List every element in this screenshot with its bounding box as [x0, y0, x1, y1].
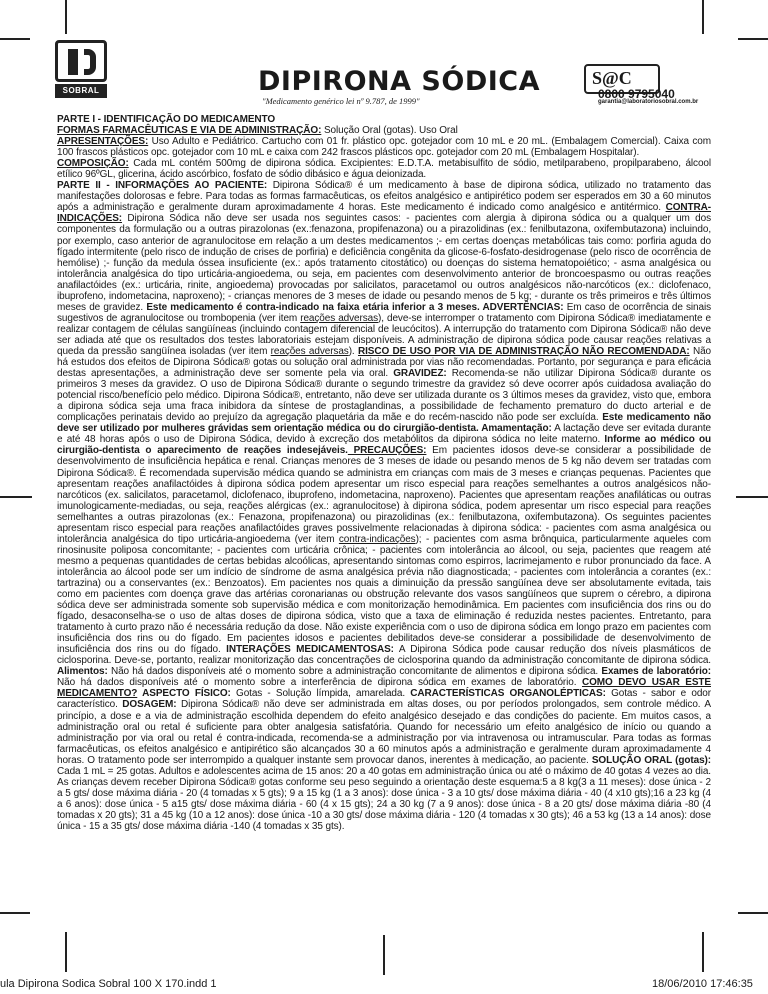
heading: ADVERTÊNCIAS: [479, 301, 564, 313]
heading: APRESENTAÇÕES: [57, 136, 149, 148]
product-title: DIPIRONA SÓDICA [258, 66, 540, 97]
heading: Alimentos: [57, 666, 108, 678]
crop-mark [702, 932, 704, 972]
section-composicao: COMPOSIÇÃO: Cada mL contém 500mg de dipirona sódica. Excipientes: E.D.T.A. metabisulfito de sódio, metilparabeno, propilparabeno, álcool etílico 96ºGL, glicerina, ácido ascórbico, fosfato de sódio dibásico e água deionizada. [57, 158, 711, 181]
crop-mark [702, 0, 704, 34]
sobral-logo [55, 40, 107, 100]
heading: Exames de laboratório: [601, 666, 711, 678]
heading: PRECAUÇÕES: [347, 445, 427, 457]
heading: ASPECTO FÍSICO: [137, 688, 231, 700]
heading: GRAVIDEZ: [393, 368, 447, 380]
print-slug-filename: ula Dipirona Sodica Sobral 100 X 170.indd 1 [0, 978, 217, 990]
sac-phone: 0800 9795040 [598, 87, 675, 101]
heading: CONTRA-INDICAÇÕES: [57, 202, 711, 225]
heading: CARACTERÍSTICAS ORGANOLÉPTICAS: [410, 688, 606, 700]
heading: COMPOSIÇÃO: [57, 158, 129, 170]
print-slug-timestamp: 18/06/2010 17:46:35 [652, 978, 753, 990]
sac-label: S@C [592, 68, 632, 88]
crop-mark [383, 935, 385, 975]
heading: INTERAÇÕES MEDICAMENTOSAS: [226, 644, 394, 656]
heading: PARTE II - INFORMAÇÕES AO PACIENTE: [57, 180, 268, 192]
generic-law-subtitle: "Medicamento genérico lei nº 9.787, de 1999" [262, 96, 420, 106]
crop-mark [65, 932, 67, 972]
heading: RISCO DE USO POR VIA DE ADMINISTRAÇÃO NÃO RECOMENDADA: [357, 345, 690, 357]
heading: FORMAS FARMACÊUTICAS E VIA DE ADMINISTRAÇÃO: [57, 125, 322, 137]
heading: DOSAGEM: [122, 699, 177, 711]
crop-mark [0, 912, 30, 914]
heading: PARTE I - IDENTIFICAÇÃO DO MEDICAMENTO [57, 114, 276, 125]
section-apresentacoes: APRESENTAÇÕES: Uso Adulto e Pediátrico. Cartucho com 01 fr. plástico opc. gotejador com 10 mL e 20 mL. (Embalagem Comercial). Caixa com 100 frascos plásticos opc. gotejador com 10 mL e caixa com 242 frascos plásticos opc. gotejador com 20 mL (Embalagem Hospitalar). [57, 136, 711, 159]
logo-text: SOBRAL [55, 84, 107, 98]
leaflet-body [57, 114, 711, 832]
crop-mark [0, 496, 32, 498]
crop-mark [738, 912, 768, 914]
section-part1 [57, 114, 711, 125]
crop-mark [736, 496, 768, 498]
crop-mark [0, 38, 30, 40]
sac-email: garantia@laboratoriosobral.com.br [598, 99, 699, 105]
heading: COMO DEVO USAR ESTE MEDICAMENTO? [57, 677, 711, 700]
section-formas: FORMAS FARMACÊUTICAS E VIA DE ADMINISTRAÇÃO: Solução Oral (gotas). Uso Oral [57, 125, 458, 137]
crop-mark [738, 38, 768, 40]
heading: SOLUÇÃO ORAL (gotas): [591, 754, 711, 766]
heading: Amamentação: [478, 423, 552, 435]
section-part2: PARTE II - INFORMAÇÕES AO PACIENTE: Dipirona Sódica® é um medicamento à base de dipirona sódica, utilizado no tratamento das manifestações dolorosas e febre. Para todas as formas farmacêuticas, os efeitos analgésico e antipirético podem ser esperados em 30 a 60 minutos após a administração e geralmente duram aproximadamente 4 horas. Este medicamento é indicado como analgésico e antitérmico. CONTRA-INDICAÇÕES: Dipirona Sódica não deve ser usada nos seguintes casos: - pacientes com alergia à dipirona sódica ou a qualquer um dos componentes da formulação ou a outras pirazolonas (ex.:fenazona, propifenazona) ou a pirazolidinas (ex.: fenilbutazona, oxifembutazona) incluindo, por exemplo, caso anterior de agranulocitose em relação a um destes medicamentos ;- em certas doenças metabólicas tais como: porfiria aguda do fígado intermitente (pelo risco de indução de crises de porfiria) e deficiência congênita da glicose-6-fosfato-desidrogenase (pelo risco de ocorrência de hemólise) ;- função da medula óssea insuficiente (ex.: após tratamento citostático) ou doenças do sistema hematopoiético; - asma analgésica ou intolerância analgésica do tipo urticária-angioedema, ou seja, em pacientes com desenvolvimento anterior de broncoespasmo ou outras reações anafilactóides (ex.: urticária, rinite, angioedema) provocadas por salicilatos, paracetamol ou outros analgésicos não-narcóticos (ex.: diclofenaco, ibuprofeno, indometacina, naproxeno); - crianças menores de 3 meses de idade ou pesando menos de 5 kg; - durante os três primeiros e três últimos meses de gravidez. Este medicamento é contra-indicado na faixa etária inferior a 3 meses. ADVERTÊNCIAS: Em caso de ocorrência de sinais sugestivos de agranulocitose ou trombopenia (ver item reações adversas), deve-se interromper o tratamento com Dipirona Sódica® imediatamente e realizar contagem de células sangüíneas (incluindo contagem diferencial de leucócitos). A interrupção do tratamento com Dipirona Sódica® não deve ser adiada até que os resultados dos testes laboratoriais estejam disponíveis. A administração de dipirona sódica pode causar reações relativas a queda da pressão sangüínea isoladas (ver item reações adversas). RISCO DE USO POR VIA DE ADMINISTRAÇÃO NÃO RECOMENDADA: Não há estudos dos efeitos de Dipirona Sódica® gotas ou solução oral administrada por vias não recomendadas. Portanto, por segurança e para eficácia destas apresentações, a administração deve ser somente pela via oral. GRAVIDEZ: Recomenda-se não utilizar Dipirona Sódica® durante os primeiros 3 meses da gravidez. O uso de Dipirona Sódica® durante o segundo trimestre da gravidez só deve ocorrer após cuidadosa avaliação do potencial risco/benefício pelo médico. Dipirona Sódica®, entretanto, não deve ser utilizada durante os 3 últimos meses da gravidez, visto que, embora a dipirona sódica seja uma fraca inibidora da síntese de prostaglandinas, a possibilidade de fechamento prematuro do ducto arterial e de complicações perinatais devido ao prejuízo da agregação plaquetária da mãe e do recém-nascido não pode ser excluída. Este medicamento não deve ser utilizado por mulheres grávidas sem orientação médica ou do cirurgião-dentista. Amamentação: A lactação deve ser evitada durante e até 48 horas após o uso de Dipirona Sódica, devido à excreção dos metabólitos da dipirona sódica no leite materno. Informe ao médico ou cirurgião-dentista o aparecimento de reações indesejáveis. PRECAUÇÕES: Em pacientes idosos deve-se considerar a possibilidade de desenvolvimento de insuficiência hepática e renal. Crianças menores de 3 meses de idade ou pesando menos de 5 kg não devem ser tratadas com Dipirona Sódica®. É recomendada supervisão médica quando se administra em crianças com mais de 3 meses e crianças pequenas. Pacientes que apresentam reações anafilactóides à dipirona sódica podem apresentar um risco especial para reações semelhantes a outros analgésicos não-narcóticos (ex. salicilatos, paracetamol, diclofenaco, ibuprofeno, indometacina, naproxeno). Pacientes que apresentam reações anafiláticas ou outras imunologicamente-mediadas, ou seja, reações alérgicas (ex.: agranulocitose) à dipirona sódica, podem apresentar um risco especial para reações semelhantes a outras pirazolonas (ex.: Fenazona, propifenazona) ou pirazolidinas (ex.: fenilbutazona, oxifembutazona). Os seguintes pacientes apresentam risco especial para reações anafilactóides graves possivelmente relacionadas à dipirona sódica: - pacientes com asma analgésica ou intolerância analgésica do tipo urticária-angioedema (ver item contra-indicações); - pacientes com asma brônquica, particularmente aqueles com rinosinusite poliposa concomitante; - pacientes com urticária crônica; - pacientes com intolerância ao álcool, ou seja, pacientes que reagem até mesmo a pequenas quantidades de certas bebidas alcoólicas, apresentando sintomas como espirros, lacrimejamento e rubor pronunciado da face. A intolerância ao álcool pode ser um indício de síndrome de asma analgésica prévia não diagnosticada; - pacientes com intolerância a corantes (ex.: tartrazina) ou a conservantes (ex.: Benzoatos). Em pacientes nos quais a diminuição da pressão sangüínea deve ser absolutamente evitada, tais como em pacientes com doença grave das artérias coronarianas ou obstrução relevante dos vasos sangüíneos que suprem o cérebro, a dipirona sódica deve ser administrada somente sob supervisão médica e com monitorização hemodinâmica. Em pacientes com insuficiência dos rins ou do fígado, desaconselha-se o uso de altas doses de dipirona sódica, visto que a taxa de eliminação é reduzida nestes pacientes. Entretanto, para tratamento à curto prazo não é necessária redução da dose. Não existe experiência com o uso de dipirona sódica em longo prazo em pacientes com insuficiência dos rins ou do fígado. Em pacientes idosos e pacientes debilitados deve-se considerar a possibilidade de desenvolvimento de insuficiência dos rins ou do fígado. INTERAÇÕES MEDICAMENTOSAS: A Dipirona Sódica pode causar redução dos níveis plasmáticos de ciclosporina. Deve-se, portanto, realizar monitorização das concentrações de ciclosporina quando da administração concomitante de dipirona sódica. Alimentos: Não há dados disponíveis até o momento sobre a administração concomitante de alimentos e dipirona sódica. Exames de laboratório: Não há dados disponíveis até o momento sobre a interferência de dipirona sódica em exames de laboratório. COMO DEVO USAR ESTE MEDICAMENTO? ASPECTO FÍSICO: Gotas - Solução límpida, amarelada. CARACTERÍSTICAS ORGANOLÉPTICAS: Gotas - sabor e odor característico. DOSAGEM: Dipirona Sódica® não deve ser administrada em altas doses, ou por períodos prolongados, sem controle médico. A princípio, a dose e a via de administração escolhida dependem do efeito analgésico desejado e das condições do paciente. Em muitos casos, a administração oral ou retal é suficiente para obter analgesia satisfatória. Quando for necessário um efeito analgésico de início ou quando a administração por via oral ou retal é contra-indicada, recomenda-se a administração por via intravenosa ou intramuscular. Para todas as formas farmacêuticas, os efeitos analgésico e antipirético são alcançados 30 a 60 minutos após a administração e geralmente duram aproximadamente 4 horas. O tratamento pode ser interrompido a qualquer instante sem provocar danos, inerentes à medicação, ao paciente. SOLUÇÃO ORAL (gotas): Cada 1 mL = 25 gotas. Adultos e adolescentes acima de 15 anos: 20 a 40 gotas em administração única ou até o máximo de 40 gotas 4 vezes ao dia. As crianças devem receber Dipirona Sódica® gotas conforme seu peso seguindo a orientação deste esquema:5 a 8 kg(3 a 11 meses): dose única - 2 a 5 gts/ dose máxima diária - 20 (4 tomadas x 5 gts); 9 a 15 kg (1 a 3 anos): dose única - 3 a 10 gts/ dose máxima diária - 40 (4 x10 gts);16 a 23 kg (4 a 6 anos): dose única - 5 a15 gts/ dose máxima diária - 60 (4 x 15 gts); 24 a 30 kg (7 a 9 anos): dose única - 8 a 20 gts/ dose máxima diária -80 (4 tomadas x 20 gts); 31 a 45 kg (10 a 12 anos): dose única -10 a 30 gts/ dose máxima diária - 120 (4 tomadas x 30 gts); 46 a 53 kg (13 a 14 anos): dose única - 15 a 35 gts/ dose máxima diária -140 (4 tomadas x 35 gts). [57, 180, 712, 832]
crop-mark [65, 0, 67, 34]
